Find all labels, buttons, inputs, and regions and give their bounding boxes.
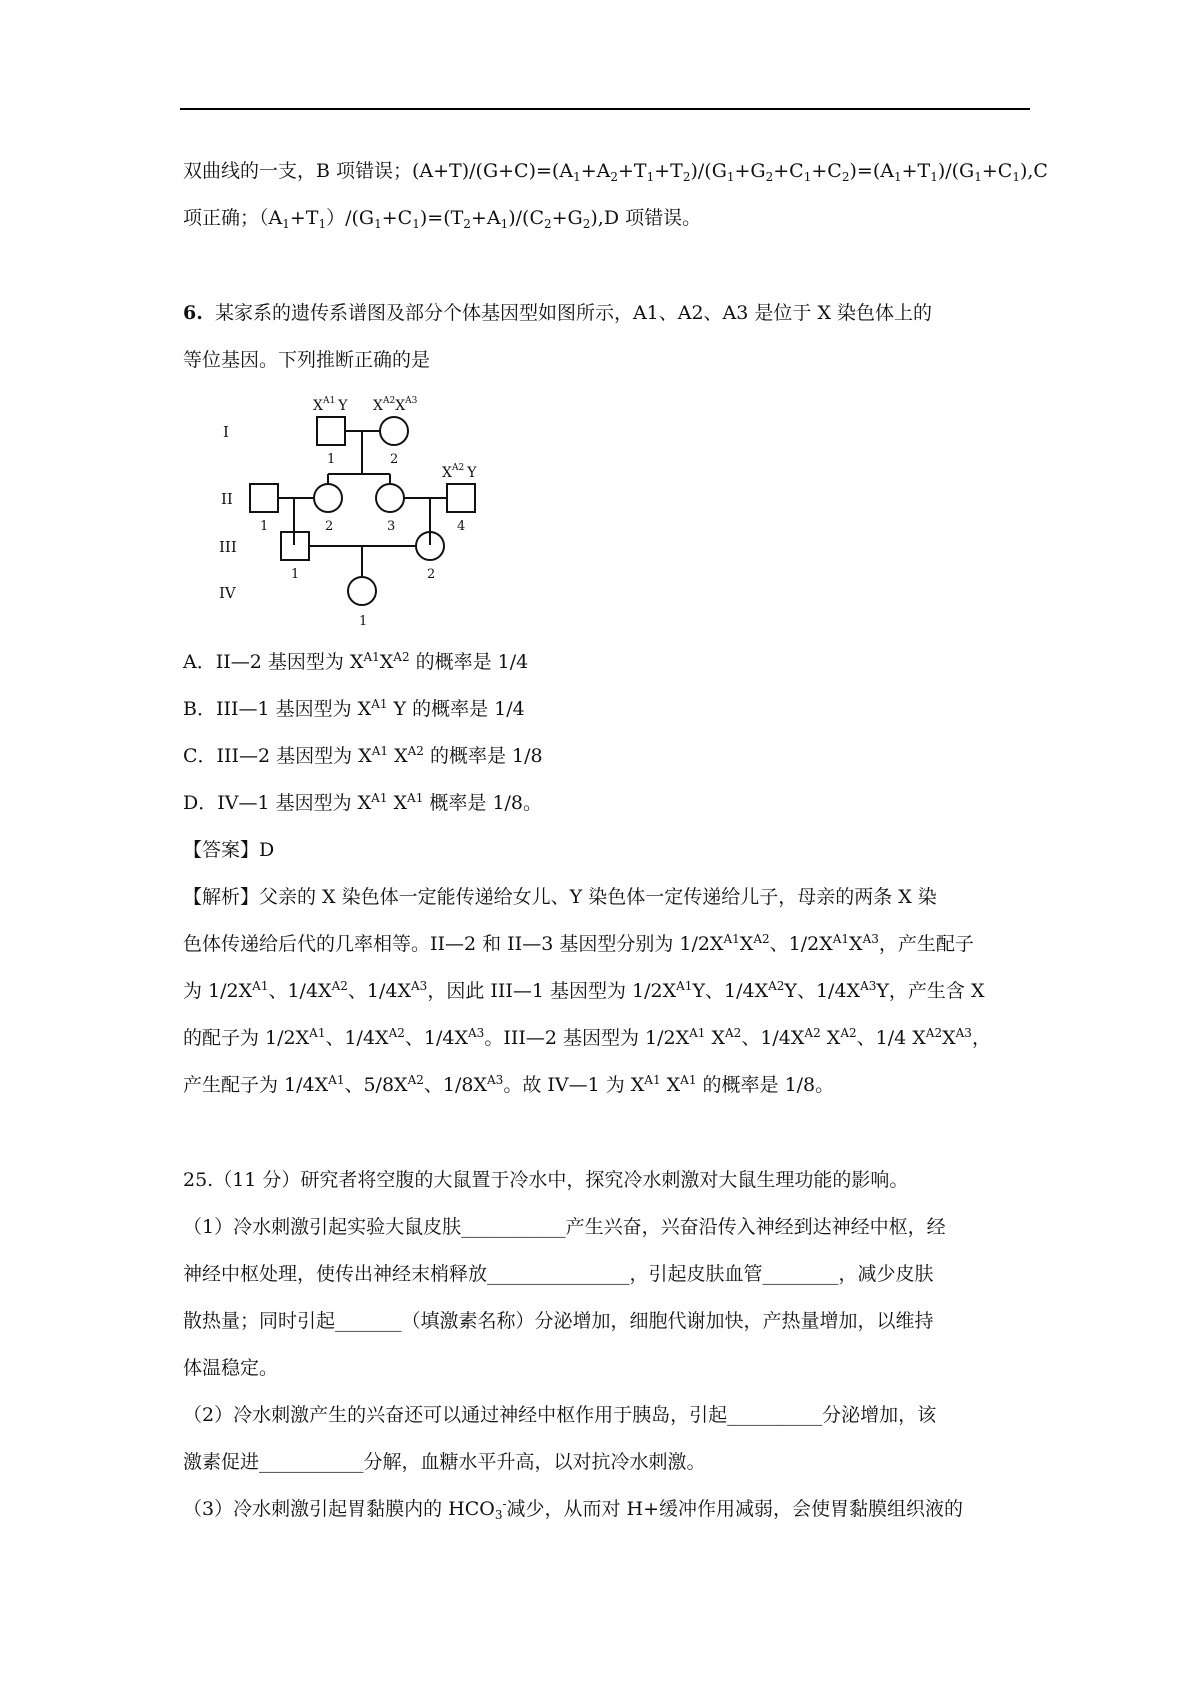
question-6-stem-line-1: 6. 某家系的遗传系谱图及部分个体基因型如图所示，A1、A2、A3 是位于 X 染色体上的: [183, 302, 933, 324]
analysis-line-2: 色体传递给后代的几率相等。II—2 和 II—3 基因型分别为 $1/2X^{A1}X^{A2}$、$1/2X^{A1}X^{A3}$，产生配子: [183, 932, 974, 955]
question-6-stem-line-2: 等位基因。下列推断正确的是: [183, 349, 431, 371]
q25-part2-line-1: （2）冷水刺激产生的兴奋还可以通过神经中枢作用于胰岛，引起__________分泌增加，该: [183, 1404, 937, 1426]
analysis-line-1: 【解析】父亲的 X 染色体一定能传递给女儿、Y 染色体一定传递给儿子，母亲的两条 X 染: [183, 886, 937, 908]
pedigree-diagram: [219, 380, 545, 640]
gen-label-II: II: [221, 490, 233, 508]
I-1-genotype: $X^{A1}$ Y: [313, 396, 348, 414]
option-B[interactable]: B．III—1 基因型为 $X^{A1}$ Y 的概率是 1/4: [183, 697, 525, 720]
q25-part1-line-2: 神经中枢处理，使传出神经末梢释放_______________，引起皮肤血管________，减少皮肤: [183, 1263, 934, 1285]
q25-part1-line-4: 体温稳定。: [183, 1357, 279, 1379]
prev-explanation-line-1: 双曲线的一支，B 项错误；$(A+T)/(G+C)=(A_1+A_2+T_1+T_2)/(G_1+G_2+C_1+C_2)=(A_1+T_1)/(G_1+C_1),C$: [183, 160, 1048, 184]
q25-part1-line-1: （1）冷水刺激引起实验大鼠皮肤___________产生兴奋，兴奋沿传入神经到达神经中枢，经: [183, 1216, 946, 1238]
svg-text:2: 2: [390, 452, 399, 467]
header-rule: [180, 108, 1030, 110]
option-D[interactable]: D．IV—1 基因型为 $X^{A1}$ $X^{A1}$ 概率是 1/8。: [183, 791, 543, 814]
svg-text:2: 2: [325, 519, 334, 534]
question-25-stem: 25.（11 分）研究者将空腹的大鼠置于冷水中，探究冷水刺激对大鼠生理功能的影响。: [183, 1169, 909, 1191]
individual-numbers: [260, 452, 465, 629]
svg-text:1: 1: [291, 567, 300, 582]
gen-label-IV: IV: [219, 584, 236, 602]
II-4-male: [447, 484, 475, 512]
analysis-line-5: 产生配子为 $1/4X^{A1}$、$5/8X^{A2}$、$1/8X^{A3}$。故 IV—1 为 $X^{A1}$ $X^{A1}$ 的概率是 1/8。: [183, 1073, 835, 1096]
II-3-female: [376, 484, 404, 512]
q25-part2-line-2: 激素促进___________分解，血糖水平升高，以对抗冷水刺激。: [183, 1451, 706, 1473]
q25-part1-line-3: 散热量；同时引起_______（填激素名称）分泌增加，细胞代谢加快，产热量增加，以维持: [183, 1310, 934, 1332]
IV-1-female: [348, 577, 376, 605]
svg-text:1: 1: [260, 519, 269, 534]
svg-text:3: 3: [387, 519, 396, 534]
I-2-female: [380, 417, 408, 445]
gen-label-III: III: [219, 538, 237, 556]
gen-label-I: I: [223, 423, 229, 441]
I-1-male: [317, 417, 345, 445]
answer-line: 【答案】D: [183, 839, 275, 861]
analysis-line-3: 为 $1/2X^{A1}$、$1/4X^{A2}$、$1/4X^{A3}$，因此 III—1 基因型为 $1/2X^{A1}Y$、$1/4X^{A2}Y$、$1/4X^{A3}Y$，产生含 X: [183, 979, 985, 1002]
I-2-genotype: $X^{A2}X^{A3}$: [373, 396, 418, 414]
option-C[interactable]: C．III—2 基因型为 $X^{A1}$ $X^{A2}$ 的概率是 1/8: [183, 744, 543, 767]
question-number: 6.: [183, 302, 203, 324]
analysis-line-4: 的配子为 $1/2X^{A1}$、$1/4X^{A2}$、$1/4X^{A3}$。III—2 基因型为 $1/2X^{A1}$ $X^{A2}$、$1/4X^{A2}$ $X^{A2}$、1/4 $X^{A2}X^{A3}$，: [183, 1026, 991, 1049]
q25-part3-line-1: （3）冷水刺激引起胃黏膜内的 $HCO_3^-$减少，从而对 H+缓冲作用减弱，会使胃黏膜组织液的: [183, 1497, 964, 1522]
option-A[interactable]: A．II—2 基因型为 $X^{A1}X^{A2}$ 的概率是 1/4: [183, 650, 529, 673]
II-4-genotype: $X^{A2}$ Y: [442, 463, 477, 481]
genotype-labels: [313, 396, 477, 481]
svg-text:1: 1: [359, 614, 368, 629]
svg-text:2: 2: [427, 567, 436, 582]
II-2-female: [314, 484, 342, 512]
II-1-male: [250, 484, 278, 512]
prev-explanation-line-2: 项正确；$(A_1+T_1)/(G_1+C_1)=(T_2+A_1)/(C_2+G_2),D$ 项错误。: [183, 207, 702, 231]
svg-text:4: 4: [457, 519, 466, 534]
svg-text:1: 1: [327, 452, 336, 467]
